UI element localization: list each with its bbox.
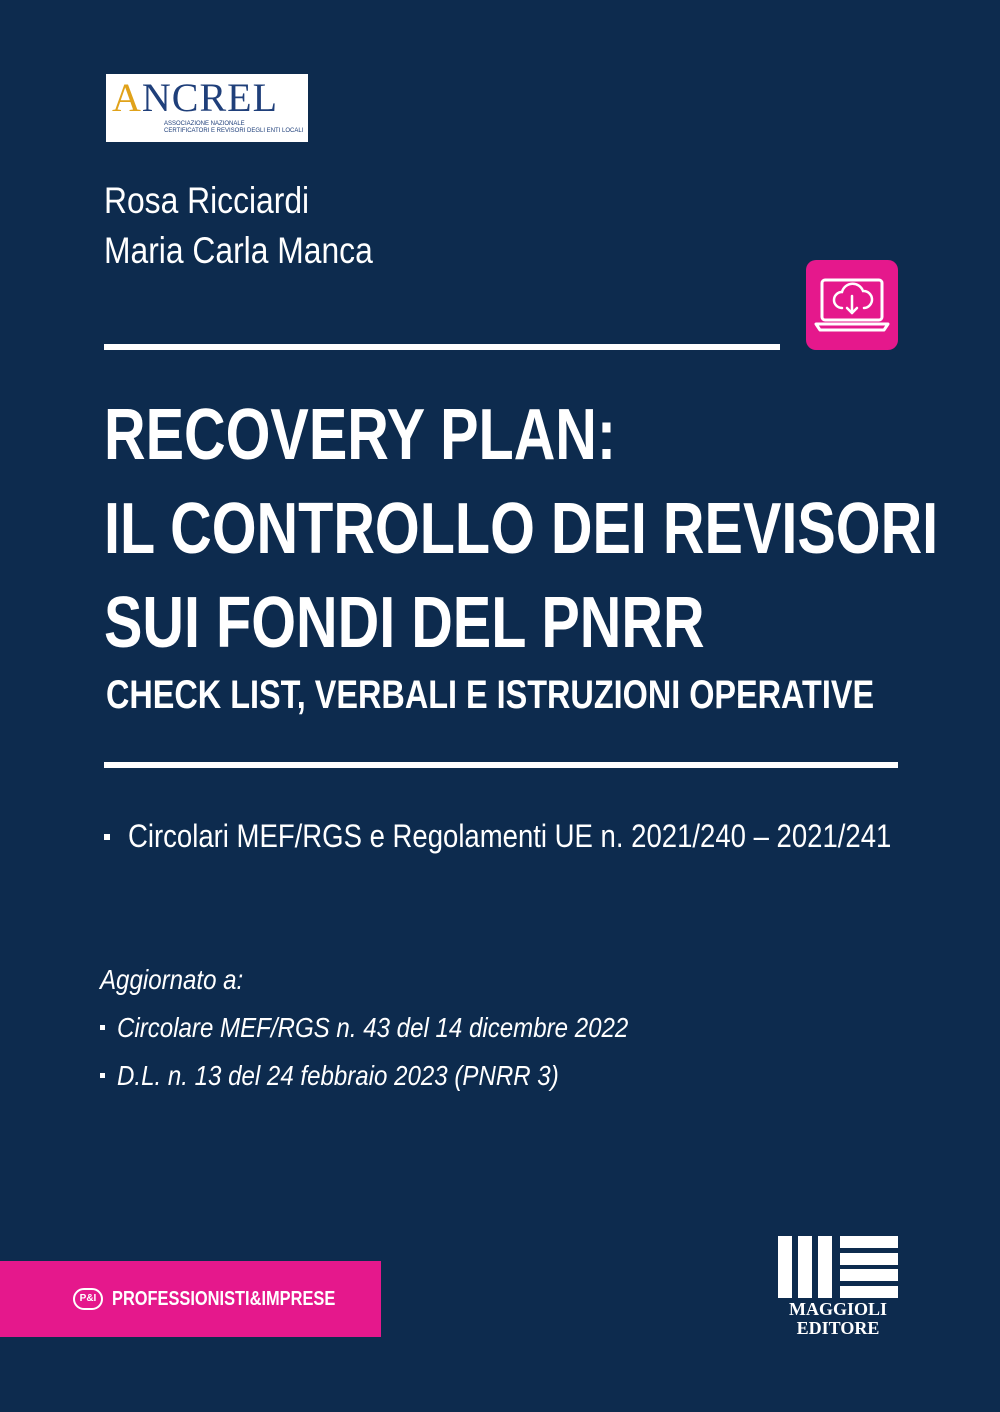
maggioli-mark-icon — [778, 1236, 898, 1298]
content-bullet: Circolari MEF/RGS e Regolamenti UE n. 2021/240 – 2021/241 — [104, 812, 1000, 860]
author-name: Rosa Ricciardi — [104, 180, 310, 221]
series-label: PROFESSIONISTI&IMPRESE — [112, 1288, 336, 1310]
update-item: Circolare MEF/RGS n. 43 del 14 dicembre 2022 — [100, 1004, 712, 1052]
authors — [104, 176, 417, 276]
laptop-cloud-download-icon — [806, 260, 898, 350]
ancrel-logo — [106, 74, 308, 142]
update-label: Aggiornato a: — [100, 964, 244, 995]
book-title — [104, 388, 939, 670]
bullet-square-icon — [100, 1025, 105, 1030]
title-line: SUI FONDI DEL PNRR — [104, 583, 705, 663]
bullet-square-icon — [104, 834, 110, 840]
ancrel-logo-subtitle: ASSOCIAZIONE NAZIONALE CERTIFICATORI E REVISORI DEGLI ENTI LOCALI — [164, 121, 304, 134]
title-line: RECOVERY PLAN: — [104, 395, 617, 475]
bullet-square-icon — [100, 1073, 105, 1078]
update-notes — [100, 956, 712, 1100]
publisher-name: MAGGIOLI EDITORE — [788, 1299, 887, 1338]
divider-top — [104, 344, 780, 350]
divider-bottom — [104, 762, 898, 768]
series-band — [0, 1261, 381, 1337]
ancrel-logo-wordmark: ANCREL — [112, 75, 279, 120]
book-subtitle: CHECK LIST, VERBALI E ISTRUZIONI OPERATIVE — [106, 673, 875, 717]
title-line: IL CONTROLLO DEI REVISORI — [104, 489, 939, 569]
series-badge: P&I — [73, 1288, 103, 1310]
author-name: Maria Carla Manca — [104, 230, 373, 271]
update-item: D.L. n. 13 del 24 febbraio 2023 (PNRR 3) — [100, 1052, 712, 1100]
publisher-logo — [776, 1236, 900, 1340]
